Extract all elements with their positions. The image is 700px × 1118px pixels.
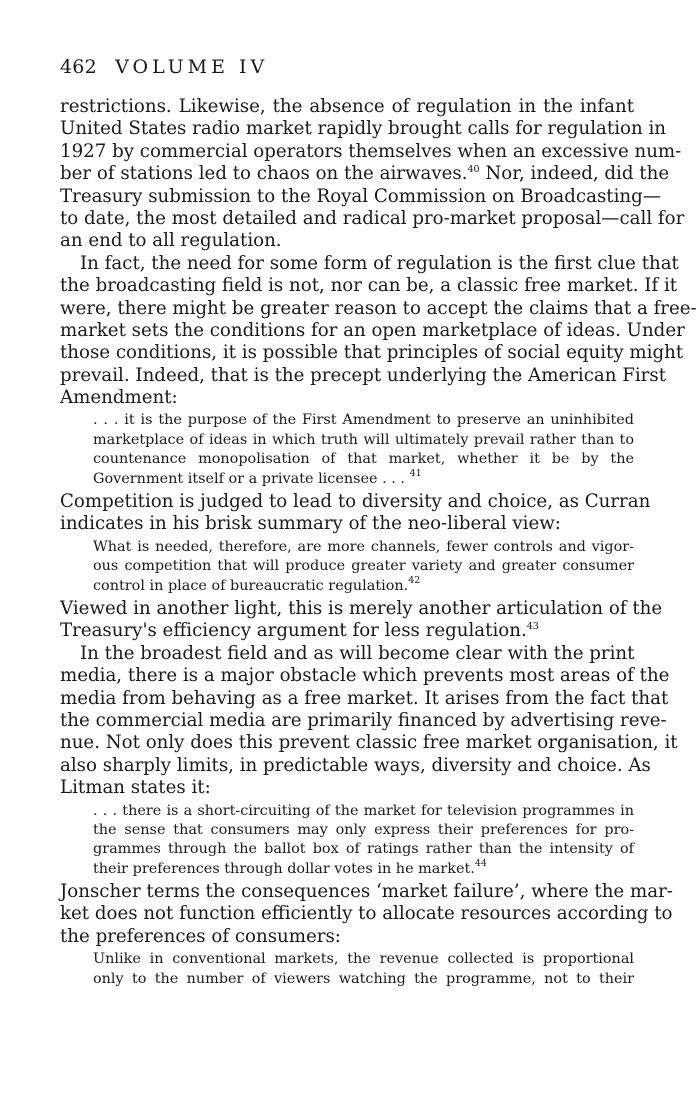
quote-line: Government itself or a private licensee . . . $^{41}$ xyxy=(93,467,422,487)
quote-line: their preferences through dollar votes in he market.$^{44}$ xyxy=(93,857,487,877)
block-quote xyxy=(60,538,634,596)
volume-heading: VOLUME IV xyxy=(115,56,269,78)
text-line: media, there is a major obstacle which prevents most areas of the xyxy=(60,665,670,687)
paragraph xyxy=(60,252,697,410)
quote-line: grammes through the ballot box of ratings rather than the intensity of xyxy=(93,841,634,858)
text-line: ket does not function efficiently to allocate resources according to xyxy=(60,903,673,925)
text-line: Treasury's efficiency argument for less regulation.$^{43}$ xyxy=(60,620,539,642)
footnote-ref: 42 xyxy=(408,574,421,586)
text-line: ber of stations led to chaos on the airwaves.$^{40}$ Nor, indeed, did the xyxy=(60,163,670,185)
text-line: were, there might be greater reason to accept the claims that a free- xyxy=(60,297,697,319)
text-line: also sharply limits, in predictable ways, diversity and choice. As xyxy=(60,754,651,776)
quote-line: marketplace of ideas in which truth will ultimately prevail rather than to xyxy=(93,431,634,448)
text-line: to date, the most detailed and radical pro-market proposal—call for xyxy=(60,207,685,229)
paragraph xyxy=(60,642,678,800)
text-line: Viewed in another light, this is merely another articulation of the xyxy=(60,597,663,619)
text-line: market sets the conditions for an open marketplace of ideas. Under xyxy=(60,319,685,341)
quote-line: . . . there is a short-circuiting of the market for television programmes in xyxy=(93,802,634,819)
text-line: an end to all regulation. xyxy=(60,230,282,252)
footnote-ref: 40 xyxy=(467,164,480,176)
quote-line: countenance monopolisation of that market, whether it be by the xyxy=(93,451,634,468)
quote-line: . . . it is the purpose of the First Amendment to preserve an uninhibited xyxy=(93,412,634,429)
text-line: Amendment: xyxy=(60,387,178,409)
paragraph xyxy=(60,881,673,948)
text-line: Litman states it: xyxy=(60,777,211,799)
page-number: 462 xyxy=(60,56,97,78)
quote-line: What is needed, therefore, are more channels, fewer controls and vigor- xyxy=(93,538,634,555)
quote-line: Unlike in conventional markets, the revenue collected is proportional xyxy=(93,951,634,968)
text-line: 1927 by commercial operators themselves when an excessive num- xyxy=(60,140,682,162)
text-line: those conditions, it is possible that principles of social equity might xyxy=(60,342,684,364)
text-line: restrictions. Likewise, the absence of regulation in the infant xyxy=(60,96,634,117)
text-line: prevail. Indeed, that is the precept underlying the American First xyxy=(60,364,667,386)
body-text xyxy=(60,96,697,989)
text-line: the broadcasting field is not, nor can be, a classic free market. If it xyxy=(60,275,678,297)
quote-line: only to the number of viewers watching the programme, not to their xyxy=(93,970,634,987)
paragraph xyxy=(60,491,651,536)
paragraph xyxy=(60,96,685,253)
text-line: Treasury submission to the Royal Commission on Broadcasting— xyxy=(60,185,661,207)
block-quote xyxy=(60,950,634,989)
text-line: nue. Not only does this prevent classic free market organisation, it xyxy=(60,732,678,754)
footnote-ref: 41 xyxy=(409,467,422,479)
text-line: Competition is judged to lead to diversity and choice, as Curran xyxy=(60,491,651,513)
text-line: United States radio market rapidly brought calls for regulation in xyxy=(60,118,667,140)
footnote-ref: 44 xyxy=(474,857,487,869)
block-quote xyxy=(60,411,634,489)
paragraph xyxy=(60,597,663,643)
running-head xyxy=(60,56,634,78)
text-line: indicates in his brisk summary of the neo-liberal view: xyxy=(60,513,561,535)
block-quote xyxy=(60,802,634,880)
quote-line: ous competition that will produce greater variety and greater consumer xyxy=(93,558,634,575)
quote-line: control in place of bureaucratic regulation.$^{42}$ xyxy=(93,574,421,594)
text-line: media from behaving as a free market. It arises from the fact that xyxy=(60,687,669,709)
text-line: Jonscher terms the consequences ‘market failure’, where the mar- xyxy=(60,881,673,903)
document-page xyxy=(60,56,697,991)
text-line: the preferences of consumers: xyxy=(60,925,341,947)
footnote-ref: 43 xyxy=(526,621,539,633)
text-line: the commercial media are primarily financed by advertising reve- xyxy=(60,709,667,731)
quote-line: the sense that consumers may only express their preferences for pro- xyxy=(93,821,634,838)
text-line: In fact, the need for some form of regulation is the first clue that xyxy=(80,252,679,274)
text-line: In the broadest field and as will become clear with the print xyxy=(80,642,635,664)
